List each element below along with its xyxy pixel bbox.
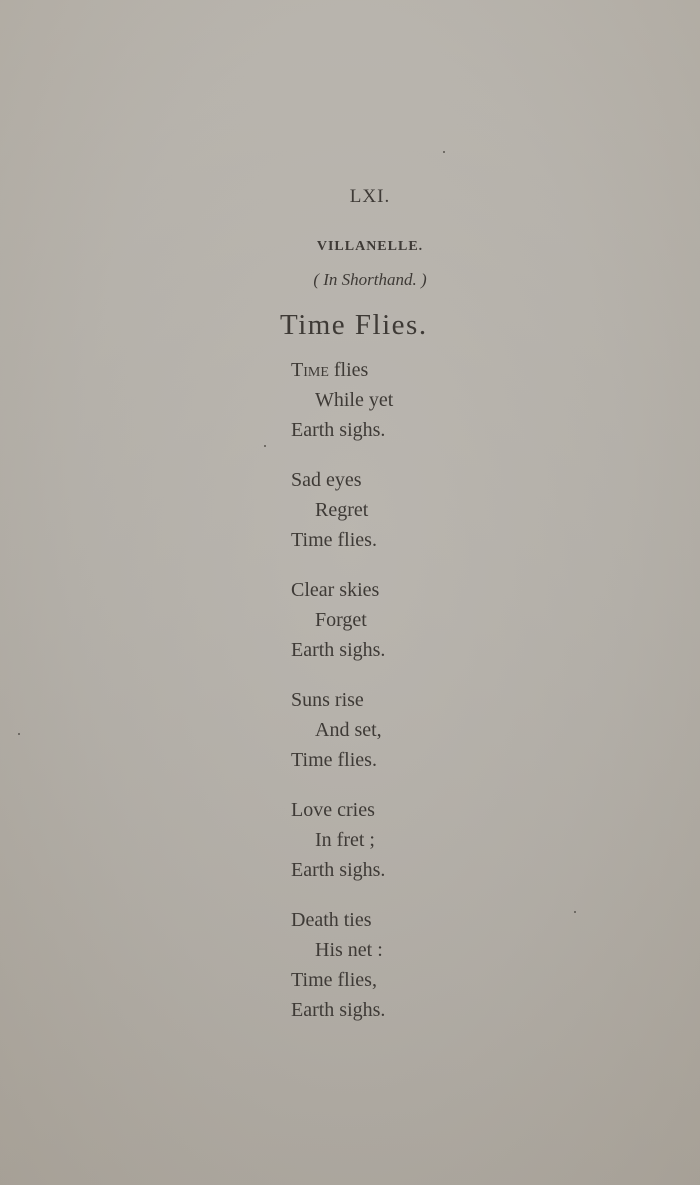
poem-number: LXI. bbox=[349, 186, 391, 207]
stanza-5 bbox=[291, 795, 393, 885]
stanza-6 bbox=[291, 905, 393, 1025]
poem-line: Death ties bbox=[291, 909, 372, 931]
poem-line: While yet bbox=[315, 389, 394, 411]
poem-line: His net : bbox=[315, 939, 383, 961]
poem-line: In fret ; bbox=[315, 829, 375, 851]
paper-speck bbox=[264, 445, 266, 447]
poem-first-word: Time bbox=[291, 359, 329, 381]
poem-subtitle: ( In Shorthand. ) bbox=[313, 270, 427, 289]
stanza-1 bbox=[291, 355, 393, 445]
paper-speck bbox=[443, 151, 445, 153]
stanza-4 bbox=[291, 685, 393, 775]
poem-body bbox=[291, 355, 393, 1045]
poem-form-label: VILLANELLE. bbox=[316, 239, 424, 254]
paper-speck bbox=[574, 911, 576, 913]
stanza-3 bbox=[291, 575, 393, 665]
paper-speck bbox=[18, 733, 20, 735]
poem-line: And set, bbox=[315, 719, 382, 741]
poem-line bbox=[291, 355, 393, 385]
poem-line: Earth sighs. bbox=[291, 419, 386, 441]
stanza-2 bbox=[291, 465, 393, 555]
poem-title: Time Flies. bbox=[280, 309, 428, 341]
poem-line: Time flies. bbox=[291, 749, 377, 771]
poem-line: Earth sighs. bbox=[291, 639, 386, 661]
poem-line: Earth sighs. bbox=[291, 859, 386, 881]
poem-line: Love cries bbox=[291, 799, 375, 821]
poem-line: Earth sighs. bbox=[291, 999, 386, 1021]
poem-line: Regret bbox=[315, 499, 369, 521]
poem-line: Time flies. bbox=[291, 529, 377, 551]
poem-line: Clear skies bbox=[291, 579, 380, 601]
poem-line-rest: flies bbox=[328, 359, 369, 381]
poem-line: Suns rise bbox=[291, 689, 364, 711]
poem-line: Time flies, bbox=[291, 969, 377, 991]
poem-line: Sad eyes bbox=[291, 469, 362, 491]
poem-line: Forget bbox=[315, 609, 367, 631]
